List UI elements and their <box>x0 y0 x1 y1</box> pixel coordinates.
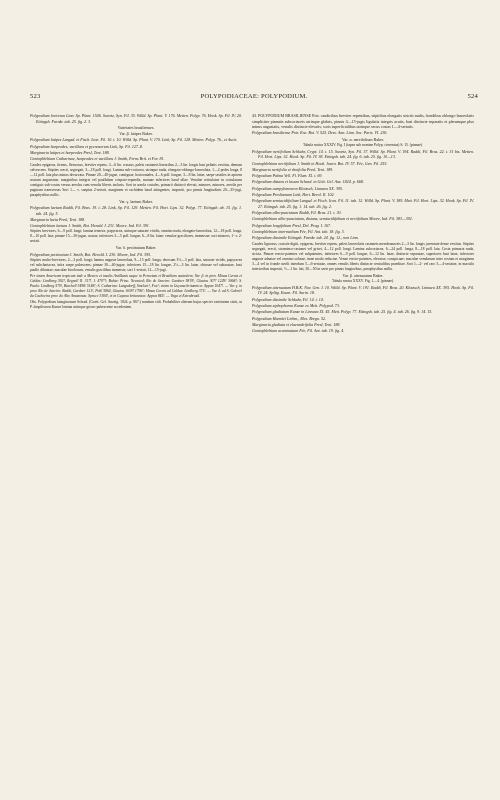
left-column-paragraph: Var. β. latipes Baker. <box>119 131 153 137</box>
right-page-number: 524 <box>467 93 478 100</box>
right-column-paragraph: Polypodium attenuatum H.B.K. Nov. Gen. I. 10. Willd. Sp. Plant. V. 191. Raddi, Fil. Bras. 20. Klotzsch, Linnaea XX. 395. Hook. Sp. Fil. IV. 24. Splitg. Enum. Fil. Surin. 18. <box>252 284 474 296</box>
right-column-paragraph: Polypodium neriifolium Schkuhr, Crypt. 14. t. 15. Swartz, Syn. Fil. 37. Willd. Sp. Plant. V. 194. Raddi, Fil. Bras. 22. t. 31 bis. Metten. Fil. Hort. Lips. 32. Hook. Sp. Fil. IV. 38. Ettingsh. tab. 24. fig. 6. tab. 25. fig. 10—13. <box>252 148 474 160</box>
right-column-paragraph: Polypodium gladiatum Kunze in Linnaea IX. 45. Mett. Polyp. 77. Ettingsh. tab. 25. fig. 4. tab. 26. fig. 9. 14. 15. <box>252 309 433 315</box>
right-column-paragraph: Marginaria neriifolia et rhoifolia Presl, Tent. 189. <box>252 166 334 172</box>
right-column-paragraph: Polypodium Presliamum Link, Hort. Berol. II. 102. <box>252 192 335 198</box>
left-column-paragraph: Polypodium latipes Langsd. et Fisch. Icon. Fil. 10. t. 10. Willd. Sp. Plant. V. 170. Link, Sp. Fil. 128. Metten. Polyp. 76., et Auctt. <box>30 137 238 143</box>
right-column-paragraph: Goniophlebium neriifolium J. Smith in Hook. Journ. Bot. IV. 57. Fée, Gen. Fil. 255. <box>252 160 388 166</box>
right-column-paragraph: Goniophlebium intermedium Fée, Fil. Ant. tab. 18. fig. 3. <box>252 229 345 234</box>
right-column-paragraph: Tabula nostra XXXIV. Fig. I (tapea sub nomine Polyp. rioventus) S. 15. (pinnae). <box>303 142 423 147</box>
right-column-paragraph: Polypodium longifolium Presl, Del. Prag. I. 167. <box>252 222 332 228</box>
left-column-paragraph: Var. γ. laetum Baker. <box>119 198 153 204</box>
right-column-paragraph: 43. POLYPODIUM BRASILIENSE Poir. caudicibus breviter repentibus, stipitibus elongatis strictis nudis, frondibus oblongo-lanceolatis simpliciter pinnatis subcoriaceis utrinque glabris, pinnis 4—15-jugis ligulatis integris acutis, basi distincte separatis et plerumque plus minus angustatis, venulis distincte elevatis; soris superficialibus utrinque secus costas 1—4-seriatis. <box>252 113 474 129</box>
right-column-paragraph: Var. β. attenuatum Baker. <box>342 272 384 278</box>
right-column-paragraph: Polypodium semiacidifolium Langsd. et Fisch. Icon. Fil. 11. tab. 12. Willd. Sp. Plant. V. 189. Mett. Fil. Hort. Lips. 32. Hook. Sp. Fil. IV. 27. Ettingsh. tab. 25. fig. 1. 14. tab. 26. fig. 2. <box>252 198 474 209</box>
left-column-paragraph: Polypodium laetum Raddi, Fil. Bras. 19. t. 28. Link, Sp. Fil. 129. Metten. Fil. Hort. Lips. 32. Polyp. 77. Ettingsh. ab. 15. fig. 1. tab. 24. fig. 5. <box>30 205 242 216</box>
left-column-paragraph: Goniophlebium Catharinae, harpeodes et vacillans J. Smith, Ferns Brit. et For. 81. <box>30 156 165 162</box>
right-column-paragraph: Polypodium albo-punctatum Raddi, Fil. Bras. 21. t. 30. <box>252 210 342 216</box>
left-column-paragraph: Per totam Americam tropicam inde a Mexico et insulis Antillanis usque in Peruviam et Brasiliam australem. Var. β. in prov. Minas Gerais et Caldas: Lindberg 592!, Regnell II. 317!, I. 470*!; Bahia: Princ. Neuwied; Rio de Janeiro: Gardner 5819!, Glaziou 307! 1229! 3068!; S. Paulo: Lindberg 570!, Burchell 3498/ 5148!; S. Catharina: Langsdorff, Sinclair!, Fox!; etiam in Guyana britannica: Appun 1047!. — Var. γ. in prov. Rio de Janeiro: Raddi, Gardner 121!, Pohl 5864, Glaziou 1659! 1796!; Minas Gerais ad Caldas: Lindberg 371!. — Var. δ. ad S. Gabriel da Cachoeira prov. do Alto Amazonas: Spruce 3384!, et in Guyana britannica: Appun 845!. — Vaga et Extrabrasil. <box>30 273 242 299</box>
right-column-paragraph: Polypodium Haenkei Liebm., Mex. Bregn. 52. <box>252 315 327 321</box>
left-column-paragraph: Marginaria laeta Presl, Tent. 188. <box>30 216 86 222</box>
right-column-paragraph: Polypodium dissimile Ettingsh. Farnkr. tab. 24. fig. 12., non Linn. <box>252 235 359 241</box>
running-title: POLYPODIACEAE: POLYPODIUM. <box>200 93 308 100</box>
right-column-paragraph: Goniophlebium albo-punctatum, distans, semiacidifolium et neriifolium Moore, Ind. Fil. 383—392. <box>252 216 413 222</box>
left-column-paragraph: Marginaria latipes et harpeodes Presl, Tent. 188. <box>30 149 110 155</box>
left-column-paragraph: Varietates brasilienses. <box>117 124 155 130</box>
left-column-paragraph: Var. δ. pectinatum Baker. <box>115 245 157 251</box>
right-column-paragraph: Polypodium Palma Vell. Fl. Flum. XI. t. 69. <box>252 173 323 179</box>
right-column-paragraph: Tabula nostra XXXV. Fig. 1—4. (pinnae). <box>331 278 395 283</box>
right-column-paragraph: Polypodium distans et laxum Schrad. in Gött. Gel. Anz. 1824. p. 668. <box>252 179 364 185</box>
right-column-paragraph: Polypodium brasiliense Poir. Enc. Bot. V. 525. Desv. Ann. Linn. Soc. Paris. VI. 236. <box>252 130 388 136</box>
left-column-paragraph: Caudex epigaeus, firmus, flexuosus, breviter repens, 3—6 lin. crassus, paleis castaneis linearibus 2—3 lin. longis basi peltatis vestitus, demum calvescens. Stipites crecti, segregati, 3—18 poll. longi. Lamina sub-coriacea, utrinque nuda, elongato-oblongo-lanceolata, 1—2 pedes longa, 8—12 poll. lata plus minus decurvata. Pinnae 20—40-jugae, contiguae, horizontales, 4—6 poll. longae, 3—8 lin. latae, saepe sessiles in apicem acutum angustatae, marginibus integris vel paullulum crispato-repandis, mutuae inferiores haud ullae. Venulae reticulatae in costularum contiguis sub-costas versus areolas cum venulis liberis inclusis. Sori in areola costales, primarii distincti elevati, minores, minores, areolis per paginam transversas Sori 1— v. saepius 2-seriati, marginem et rachidem haud attingentes, impositi, pro pinnis longitudinis 20—35-jugi, paraphysibus nullis. <box>30 162 242 197</box>
right-column-paragraph: Polypodium xiphophoron Kunze ex Mett. Polypod. 73. <box>252 302 340 308</box>
right-column-paragraph: Marginaria gladiata et elaeandrifolia Presl, Tent. 188. <box>252 321 341 327</box>
right-column-paragraph: Polypodium campyloneuron Klotzsch, Linnaea XX. 395. <box>252 185 343 191</box>
left-column-paragraph: Polypodium pectinatum J. Smith, Bot. Herald. I. 230. Moore, Ind. Fil. 395. <box>30 251 152 257</box>
left-column-paragraph: Stipites breviores, 6—9 poll. longi; lamina tenerior, papyracea, utrinque saturate viridis, omnino nuda, elongato-lanceolata, 12—18 poll. longa, 8—10 poll. lata; pinnae 15—30-jugae, acutae, inferiores 3—5 poll. longae, 6—8 lin. latae; venulae graciliores, immersae; sori minores, 1- v. 2-seriati. <box>30 229 242 244</box>
left-column-paragraph: Goniophlebium laetum J. Smith, Bot. Herald. I. 231. Moore, Ind. Fil. 391. <box>30 223 150 229</box>
left-page-number: 523 <box>30 93 41 100</box>
right-text-column <box>252 113 474 334</box>
left-column-paragraph: Polypodium loriceum Linn. Sp. Plant. 1546. Swartz, Syn. Fil. 35. Willd. Sp. Plant. V. 176. Metten. Polyp. 76. Hook. Sp. Fil. IV. 20. Ettingsh. Farnkr. tab. 25. fig. 2. 3. <box>30 113 242 124</box>
right-column-paragraph: Caudex lignosus, crassiie digiti, epigaeus, breviter repens, paleis lanceolatis castaneis membranaceis 2—3 lin. longis juventute dense vestitus. Stipites segregati, erecti, straminco-castanei vel grisei, 4—12 poll. longi. Lamina subcoriacea, 6—24 poll. longa, 8—18 poll. lata. Costa primaria nuda, stricta. Pinnae erecto-patentes vel subpatentes, inferiores 6—9 poll. longae, 6—12 lin. latae, distincte separatae, superiores basi latae, inferiores anguste adnatae vel omnino solutae, imae modo reductae. Venae erecto-patentes, elevatae, conspicuae; maculae venularum inter costam et marginem 3—4 vel in fronde sterili interdum 5—6-seriatae, omnes venulis liberis distincte centralibus praeditae. Sori 1—2- vel raro 3—4-seriatae, in maculis interioribus impositi, ½—1 lin. lati, 30—50 in serie pro pinnis longioribus, paraphysibus nullis. <box>252 241 474 271</box>
left-column-paragraph: Polypodium harpeodes, vacillans et pycnosorum Link, Sp. Fil. 127–8. <box>30 143 143 149</box>
left-text-column <box>30 113 242 311</box>
left-column-paragraph: Stipites multo-breviores, 2—3 poll. longi; lamina anguste lanceolata, 9—15 poll. longa, deorsum 3½—3 poll. lata, saturate viridis, papyracea vel subchartacea, infra saepe pubescens; pinnae 30—40-jugae, inferiores 15—18 lin. longae, 2½—3 lin. latae, obtusae vel subacutae, basi paullo dilatatae; maculae bicolorum, venulis gracilibus immersis; sori 1-seriati, 12—15-jugi. <box>30 257 242 273</box>
left-column-paragraph: Obs. Polypodium lanuginosum Schrad. (Goett. Gel. Anzeig. 1824. p. 867.) nondum vidi. Probabiliter alterum hujus speciei varietatem sistit, ut P. daspileuron Kunze lamina utrinque griseo-pubescente accedentem. <box>30 299 242 309</box>
running-head <box>30 93 478 105</box>
right-column-paragraph: Polypodium dissimile Schkuhr, Fil. 14. t. 14. <box>252 296 324 302</box>
right-column-paragraph: Goniophlebium acuminatum Fée, Fil. Ant. tab. 19. fig. 4. <box>252 328 345 334</box>
right-column-paragraph: Var. α. nereifolium Baker. <box>342 136 384 142</box>
